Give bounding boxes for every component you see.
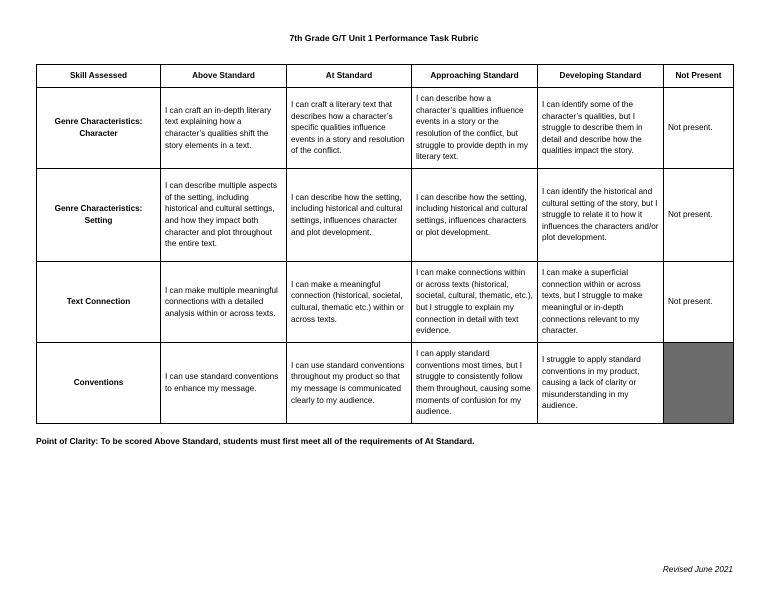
rubric-title: 7th Grade G/T Unit 1 Performance Task Rubric — [289, 33, 479, 43]
header-row — [37, 65, 734, 88]
above-standard-cell: I can make multiple meaningful connections with a detailed analysis within or across texts. — [161, 262, 287, 343]
not-present-cell: Not present. — [664, 88, 734, 169]
approaching-standard-cell: I can apply standard conventions most times, but I struggle to consistently follow them throughout, causing some moments of confusion for my audience. — [412, 343, 538, 424]
header-approaching-standard: Approaching Standard — [412, 65, 538, 88]
developing-standard-cell: I can identify some of the character’s qualities, but I struggle to describe them in detail and describe how the qualities impact the story. — [538, 88, 664, 169]
at-standard-cell: I can describe how the setting, including historical and cultural settings, influences character and plot development. — [287, 169, 412, 262]
not-present-cell: Not present. — [664, 169, 734, 262]
header-at-standard: At Standard — [287, 65, 412, 88]
rubric-table — [36, 64, 734, 424]
above-standard-cell: I can use standard conventions to enhance my message. — [161, 343, 287, 424]
approaching-standard-cell: I can describe how the setting, including historical and cultural settings, influences characters or plot development. — [412, 169, 538, 262]
approaching-standard-cell: I can describe how a character’s qualities influence events in a story or the resolution of the conflict, but struggle to provide depth in my literary text. — [412, 88, 538, 169]
at-standard-cell: I can use standard conventions throughout my product so that my message is communicated clearly to my audience. — [287, 343, 412, 424]
point-of-clarity-note: Point of Clarity: To be scored Above Standard, students must first meet all of the requirements of At Standard. — [36, 436, 475, 446]
not-present-cell: Not present. — [664, 262, 734, 343]
table-row — [37, 262, 734, 343]
skill-cell: Conventions — [37, 343, 161, 424]
revised-date: Revised June 2021 — [662, 565, 733, 574]
skill-cell: Genre Characteristics: Character — [37, 88, 161, 169]
developing-standard-cell: I can identify the historical and cultural setting of the story, but I struggle to relate it to how it influences the characters and/or plot development. — [538, 169, 664, 262]
table-row — [37, 169, 734, 262]
approaching-standard-cell: I can make connections within or across texts (historical, societal, cultural, thematic, etc.), but I struggle to explain my connection in detail with text evidence. — [412, 262, 538, 343]
skill-cell: Text Connection — [37, 262, 161, 343]
developing-standard-cell: I struggle to apply standard conventions in my product, causing a lack of clarity or misunderstanding in my audience. — [538, 343, 664, 424]
above-standard-cell: I can craft an in-depth literary text explaining how a character’s qualities shift the story elements in a text. — [161, 88, 287, 169]
table-row — [37, 88, 734, 169]
above-standard-cell: I can describe multiple aspects of the setting, including historical and cultural settings, and how they impact both character and plot throughout the entire text. — [161, 169, 287, 262]
developing-standard-cell: I can make a superficial connection within or across texts, but I struggle to make meaningful or in-depth connections relevant to my character. — [538, 262, 664, 343]
at-standard-cell: I can craft a literary text that describes how a character’s specific qualities influence events in a story and resolution of the conflict. — [287, 88, 412, 169]
header-developing-standard: Developing Standard — [538, 65, 664, 88]
not-present-shaded-cell — [664, 343, 734, 424]
at-standard-cell: I can make a meaningful connection (historical, societal, cultural, thematic etc.) within or across texts. — [287, 262, 412, 343]
header-skill-assessed: Skill Assessed — [37, 65, 161, 88]
skill-cell: Genre Characteristics: Setting — [37, 169, 161, 262]
table-row — [37, 343, 734, 424]
header-not-present: Not Present — [664, 65, 734, 88]
header-above-standard: Above Standard — [161, 65, 287, 88]
